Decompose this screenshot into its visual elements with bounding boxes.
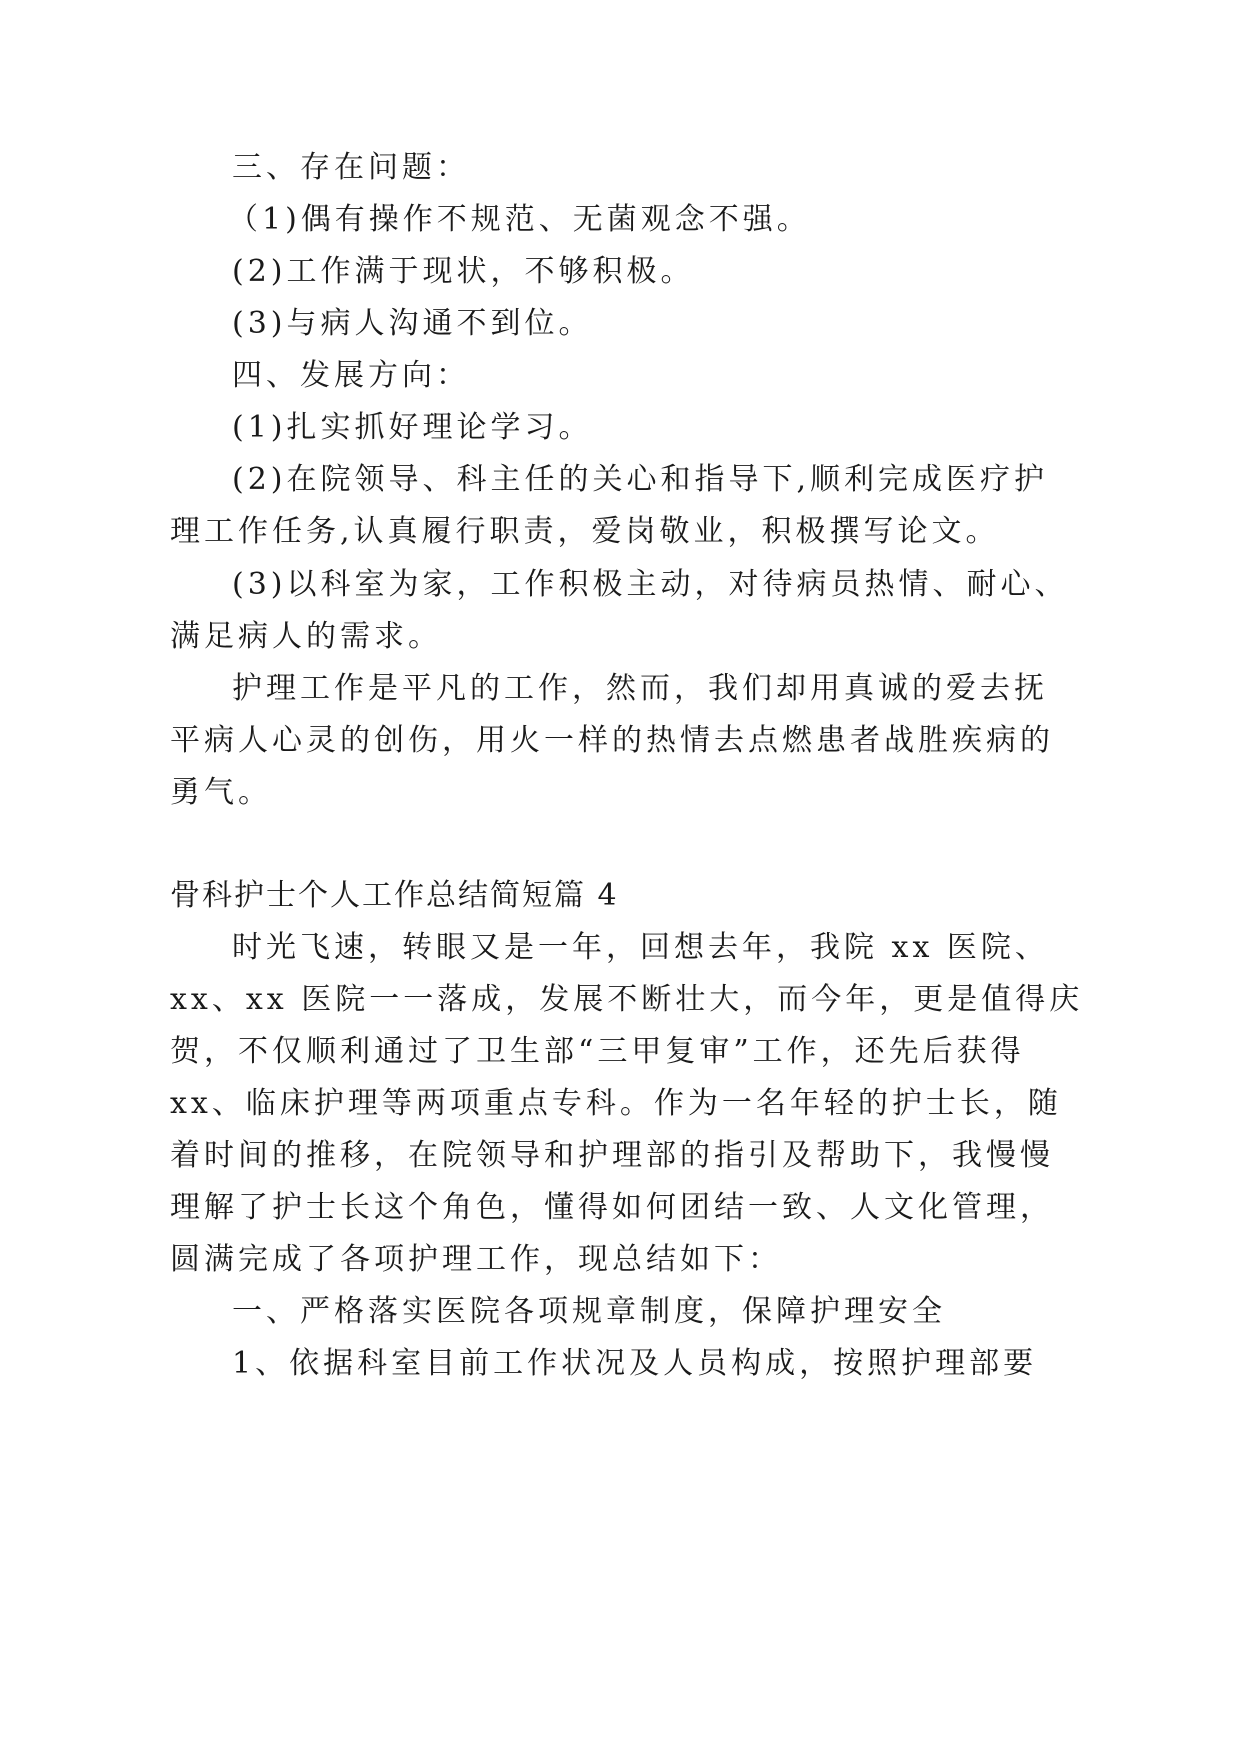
section-4-item-3-line-2: 满足病人的需求。 xyxy=(170,619,442,654)
intro-line-4: xx、临床护理等两项重点专科。作为一名年轻的护士长，随 xyxy=(170,1086,1062,1121)
intro-line-1: 时光飞速，转眼又是一年，回想去年，我院 xx 医院、 xyxy=(232,930,1049,965)
article-title: 骨科护士个人工作总结简短篇 4 xyxy=(170,878,619,913)
closing-line-3: 勇气。 xyxy=(170,775,272,810)
section-1-heading: 一、严格落实医院各项规章制度，保障护理安全 xyxy=(232,1294,946,1329)
intro-line-3: 贺，不仅顺利通过了卫生部“三甲复审”工作，还先后获得 xyxy=(170,1034,1025,1069)
section-3-item-1: （1)偶有操作不规范、无菌观念不强。 xyxy=(228,202,811,237)
intro-line-7: 圆满完成了各项护理工作，现总结如下： xyxy=(170,1242,782,1277)
closing-line-2: 平病人心灵的创伤，用火一样的热情去点燃患者战胜疾病的 xyxy=(170,723,1054,758)
closing-line-1: 护理工作是平凡的工作，然而，我们却用真诚的爱去抚 xyxy=(232,671,1048,706)
intro-line-2: xx、xx 医院一一落成，发展不断壮大，而今年，更是值得庆 xyxy=(170,982,1084,1017)
section-1-item-1-line-1: 1、依据科室目前工作状况及人员构成，按照护理部要 xyxy=(232,1346,1038,1381)
section-3-heading: 三、存在问题： xyxy=(232,150,470,185)
intro-line-5: 着时间的推移，在院领导和护理部的指引及帮助下，我慢慢 xyxy=(170,1138,1054,1173)
section-4-item-2-line-2: 理工作任务,认真履行职责，爱岗敬业，积极撰写论文。 xyxy=(170,514,1000,549)
intro-line-6: 理解了护士长这个角色，懂得如何团结一致、人文化管理， xyxy=(170,1190,1054,1225)
section-4-item-1: (1)扎实抓好理论学习。 xyxy=(232,410,593,445)
section-3-item-2: (2)工作满于现状，不够积极。 xyxy=(232,254,695,289)
section-4-item-2-line-1: (2)在院领导、科主任的关心和指导下,顺利完成医疗护 xyxy=(232,462,1049,497)
section-3-item-3: (3)与病人沟通不到位。 xyxy=(232,306,593,341)
section-4-heading: 四、发展方向： xyxy=(232,358,470,393)
section-4-item-3-line-1: (3)以科室为家，工作积极主动，对待病员热情、耐心、 xyxy=(232,567,1069,602)
